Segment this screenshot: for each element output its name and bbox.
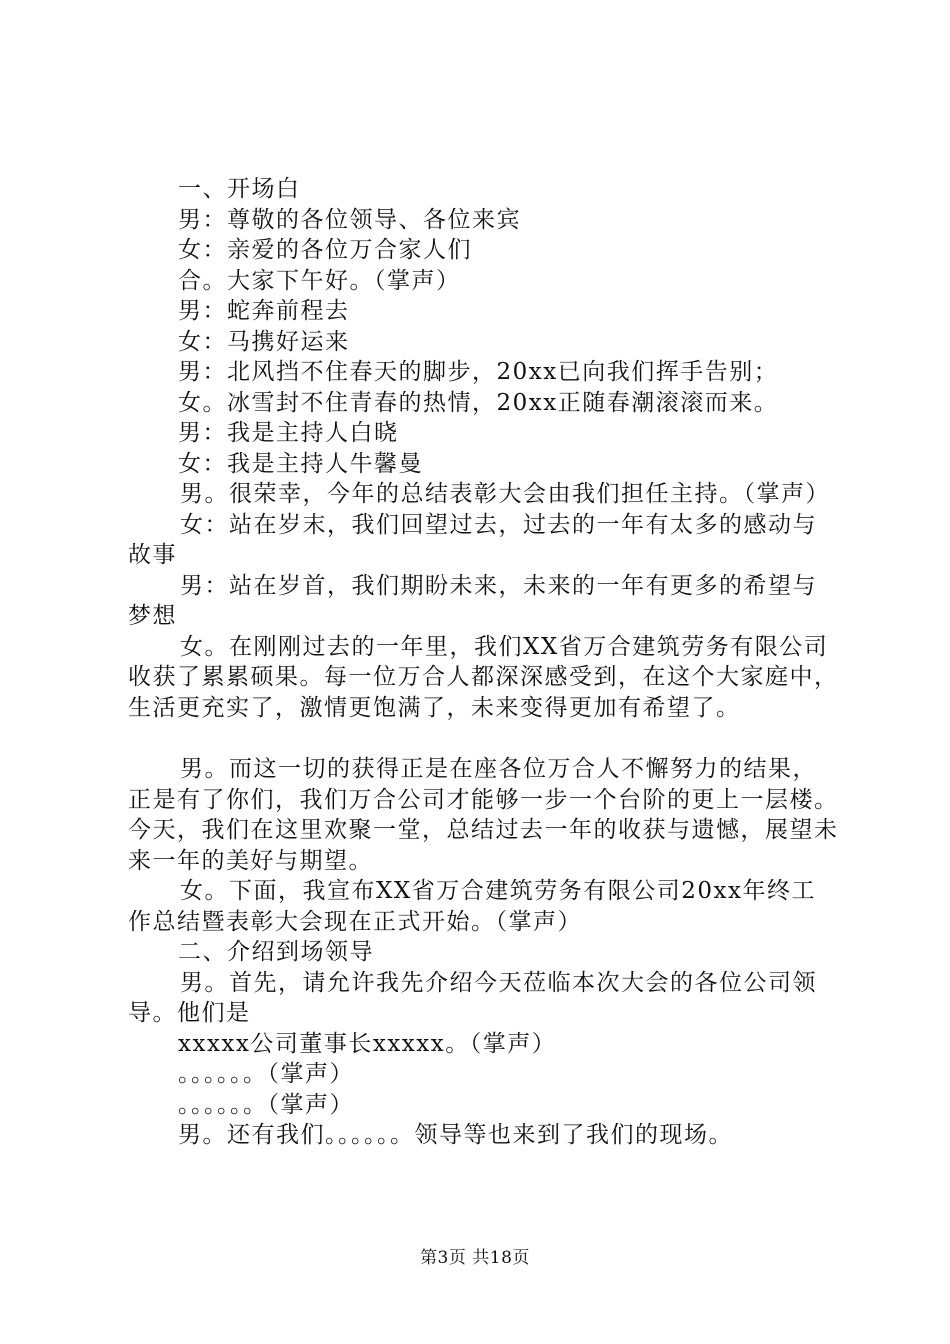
- paragraph: 女：站在岁末，我们回望过去，过去的一年有太多的感动与故事: [128, 511, 817, 568]
- paragraph: 男。还有我们。。。。。。领导等也来到了我们的现场。: [178, 1122, 733, 1148]
- paragraph: 女。在刚刚过去的一年里，我们XX省万合建筑劳务有限公司收获了累累硕果。每一位万合人都深深感受到，在这个大家庭中，生活更充实了，激情更饱满了，未来变得更加有希望了。: [128, 633, 839, 721]
- paragraph: 男。很荣幸，今年的总结表彰大会由我们担任主持。（掌声）: [180, 481, 830, 507]
- paragraph: 女：亲爱的各位万合家人们: [178, 237, 472, 263]
- paragraph: 男。首先，请允许我先介绍今天莅临本次大会的各位公司领导。他们是: [128, 969, 817, 1026]
- paragraph: xxxxx公司董事长xxxxx。（掌声）: [178, 1030, 557, 1057]
- paragraph: 男：站在岁首，我们期盼未来，未来的一年有更多的希望与梦想: [128, 572, 817, 629]
- paragraph: 女：我是主持人牛馨曼: [178, 450, 423, 477]
- paragraph: 男：北风挡不住春天的脚步，20xx已向我们挥手告别；: [178, 359, 779, 385]
- paragraph: 。。。。。。（掌声）: [178, 1091, 354, 1118]
- paragraph: 男：我是主持人白晓: [178, 420, 399, 446]
- section-heading-leaders: 二、介绍到场领导: [178, 939, 374, 965]
- document-body: [128, 174, 840, 1151]
- paragraph: 女。下面，我宣布XX省万合建筑劳务有限公司20xx年终工作总结暨表彰大会现在正式开始。（掌声）: [128, 878, 816, 935]
- paragraph: 合。大家下午好。（掌声）: [178, 267, 461, 294]
- page-footer: [0, 1243, 950, 1268]
- paragraph: 女。冰雪封不住青春的热情，20xx正随春潮滚滚而来。: [178, 389, 779, 416]
- paragraph: 男：蛇奔前程去: [178, 298, 350, 324]
- paragraph: 男。而这一切的获得正是在座各位万合人不懈努力的结果，正是有了你们，我们万合公司才能够一步一个台阶的更上一层楼。今天，我们在这里欢聚一堂，总结过去一年的收获与遗憾，展望未来一年的美好与期望。: [128, 756, 839, 874]
- page-number: 第3页 共18页: [420, 1248, 530, 1268]
- paragraph: 女：马携好运来: [178, 328, 350, 355]
- paragraph: 。。。。。。（掌声）: [178, 1061, 354, 1087]
- paragraph: 男：尊敬的各位领导、各位来宾: [178, 206, 521, 233]
- section-heading-opening: 一、开场白: [178, 176, 301, 202]
